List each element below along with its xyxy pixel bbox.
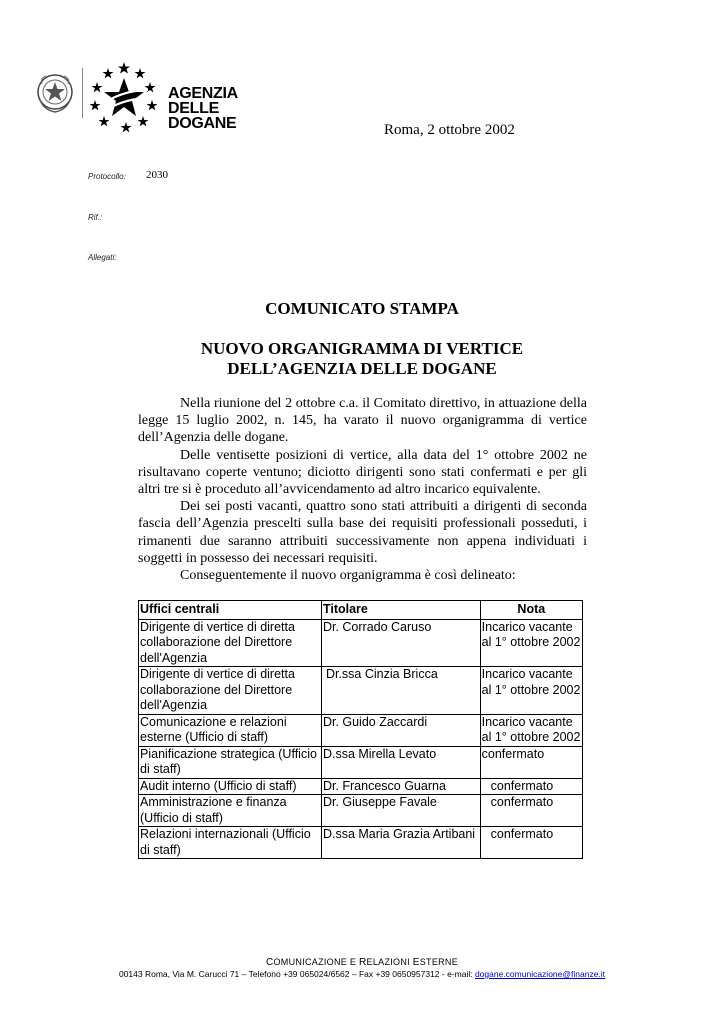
protocol-value: 2030 (146, 169, 168, 181)
note-cell: confermato (480, 746, 582, 778)
holder-cell: D.ssa Maria Grazia Artibani (321, 827, 480, 859)
holder-cell: Dr. Corrado Caruso (321, 619, 480, 667)
paragraph: Dei sei posti vacanti, quattro sono stati attribuiti a dirigenti di seconda fascia dell’Agenzia prescelti sulla base dei requisiti professionali posseduti, i rimanenti due saranno attribuiti successivamente non appena individuati i soggetti in possesso dei necessari requisiti. (138, 499, 587, 566)
document-subtitle-line-2: DELL’AGENZIA DELLE DOGANE (227, 359, 497, 378)
column-header-holder: Titolare (321, 601, 480, 620)
holder-cell: Dr. Guido Zaccardi (321, 714, 480, 746)
holder-cell: Dr. Giuseppe Favale (321, 795, 480, 827)
stars-ring-icon (88, 60, 160, 134)
table-row (139, 619, 583, 667)
note-cell: Incarico vacante al 1° ottobre 2002 (480, 667, 582, 715)
office-cell: Dirigente di vertice di diretta collaborazione del Direttore dell'Agenzia (139, 619, 322, 667)
agency-logo (34, 60, 244, 134)
organigram-table (138, 600, 583, 859)
document-subtitle-line-1: NUOVO ORGANIGRAMMA DI VERTICE (200, 339, 524, 358)
holder-cell: D.ssa Mirella Levato (321, 746, 480, 778)
table-row (139, 667, 583, 715)
footer-email-link[interactable]: dogane.comunicazione@finanze.it (474, 969, 606, 979)
document-title: COMUNICATO STAMPA (265, 299, 459, 318)
table-row (139, 746, 583, 778)
body-text (138, 395, 587, 584)
note-cell: confermato (480, 795, 582, 827)
table-row (139, 795, 583, 827)
note-cell: confermato (480, 778, 582, 795)
column-header-offices: Uffici centrali (139, 601, 322, 620)
logo-divider (82, 68, 83, 118)
table-row (139, 827, 583, 859)
office-cell: Comunicazione e relazioni esterne (Ufficio di staff) (139, 714, 322, 746)
paragraph: Conseguentemente il nuovo organigramma è così delineato: (180, 568, 516, 584)
paragraph: Delle ventisette posizioni di vertice, alla data del 1° ottobre 2002 ne risultavano coperte ventuno; diciotto dirigenti sono stati confermati e per gli altri tre si è proceduto all’avvicendamento ad altro incarico equivalente. (138, 447, 587, 498)
table-header-row (139, 601, 583, 620)
note-cell: Incarico vacante al 1° ottobre 2002 (480, 619, 582, 667)
logo-line-2: DELLE (168, 100, 219, 117)
office-cell: Amministrazione e finanza (Ufficio di staff) (139, 795, 322, 827)
holder-cell: Dr. Francesco Guarna (321, 778, 480, 795)
place-date: Roma, 2 ottobre 2002 (384, 122, 515, 138)
rif-label: Rif.: (88, 213, 103, 222)
holder-cell: Dr.ssa Cinzia Bricca (321, 667, 480, 715)
note-cell: confermato (480, 827, 582, 859)
table-row (139, 714, 583, 746)
office-cell: Pianificazione strategica (Ufficio di staff) (139, 746, 322, 778)
protocol-label: Protocollo: (88, 172, 126, 181)
note-cell: Incarico vacante al 1° ottobre 2002 (480, 714, 582, 746)
table-row (139, 778, 583, 795)
logo-wordmark (168, 86, 238, 131)
footer-address-text: 00143 Roma, Via M. Carucci 71 – Telefono +39 065024/6562 – Fax +39 0650957312 - e-mail: (118, 969, 475, 979)
office-cell: Audit interno (Ufficio di staff) (139, 778, 322, 795)
logo-line-1: AGENZIA (168, 85, 238, 102)
office-cell: Dirigente di vertice di diretta collaborazione del Direttore dell'Agenzia (139, 667, 322, 715)
footer-department: COMUNICAZIONE E RELAZIONI ESTERNE (265, 957, 459, 968)
footer-address (0, 969, 724, 979)
logo-line-3: DOGANE (168, 115, 237, 132)
office-cell: Relazioni internazionali (Ufficio di staff) (139, 827, 322, 859)
italian-republic-emblem-icon (34, 70, 76, 116)
column-header-note: Nota (480, 601, 582, 620)
allegati-label: Allegati: (88, 253, 117, 262)
paragraph: Nella riunione del 2 ottobre c.a. il Comitato direttivo, in attuazione della legge 15 luglio 2002, n. 145, ha varato il nuovo organigramma di vertice dell’Agenzia delle dogane. (138, 396, 587, 446)
